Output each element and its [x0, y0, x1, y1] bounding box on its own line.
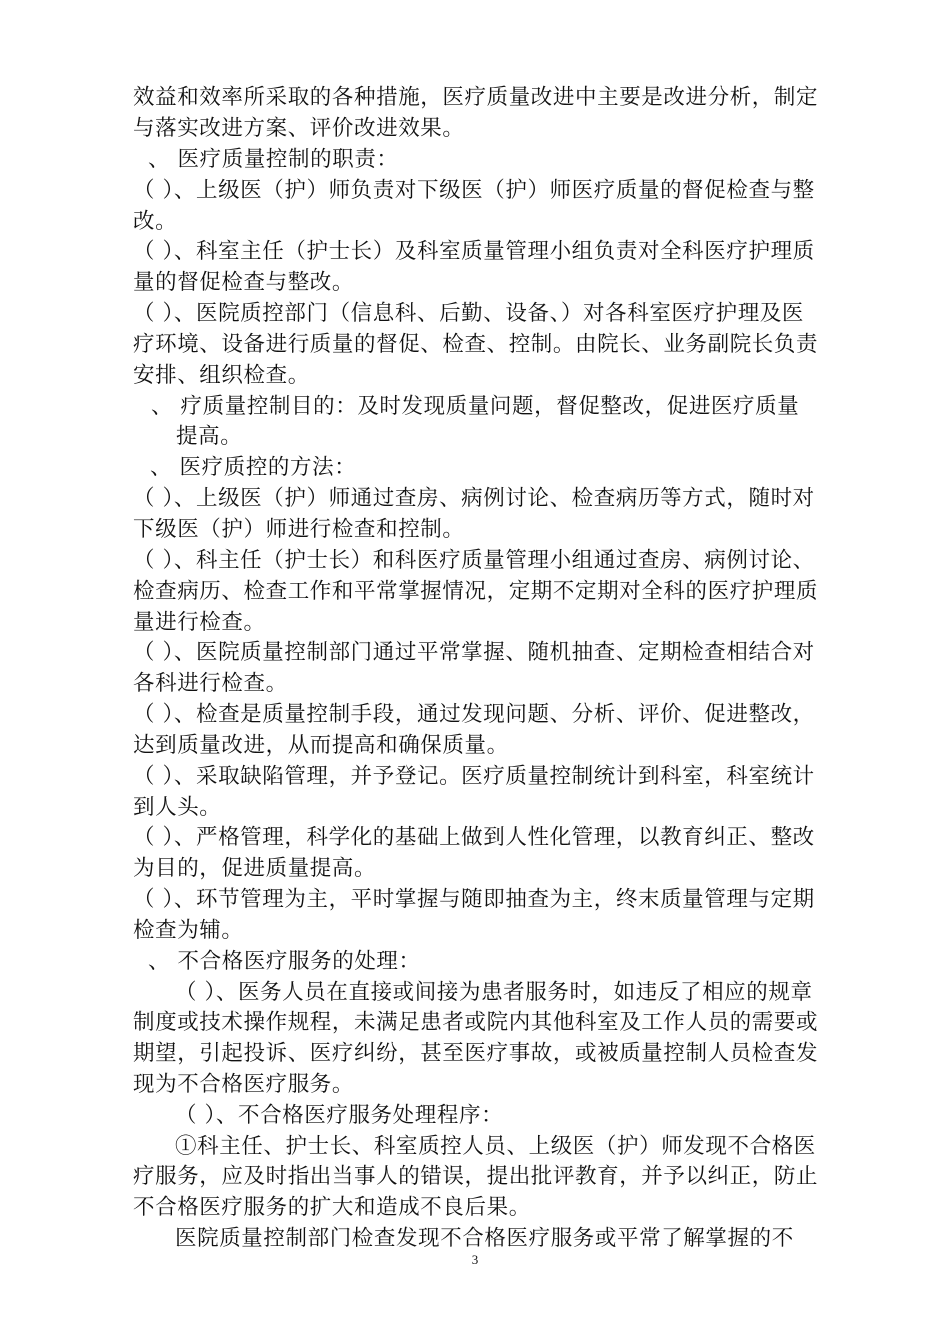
text-line: （ ）、不合格医疗服务处理程序： [175, 1103, 504, 1128]
text-line: 期望，引起投诉、医疗纠纷，甚至医疗事故，或被质量控制人员检查发 [133, 1041, 819, 1066]
text-line: 检查病历、检查工作和平常掌握情况，定期不定期对全科的医疗护理质 [133, 579, 819, 604]
text-line: 医院质量控制部门检查发现不合格医疗服务或平常了解掌握的不 [175, 1226, 794, 1251]
text-line: 疗服务，应及时指出当事人的错误，提出批评教育，并予以纠正，防止 [133, 1164, 819, 1189]
text-line: 疗环境、设备进行质量的督促、检查、控制。由院长、业务副院长负责 [133, 332, 819, 357]
text-line: （ ）、检查是质量控制手段，通过发现问题、分析、评价、促进整改， [133, 702, 815, 727]
text-line: 到人头。 [133, 795, 222, 820]
text-line: 与落实改进方案、评价改进效果。 [133, 116, 465, 141]
text-line: 量的督促检查与整改。 [133, 270, 355, 295]
text-line: 下级医（护）师进行检查和控制。 [133, 517, 465, 542]
text-line: （ ）、上级医（护）师负责对下级医（护）师医疗质量的督促检查与整 [133, 178, 815, 203]
text-line: （ ）、医务人员在直接或间接为患者服务时，如违反了相应的规章 [175, 980, 813, 1005]
text-line: （ ）、上级医（护）师通过查房、病例讨论、检查病历等方式，随时对 [133, 486, 815, 511]
text-line: 为目的，促进质量提高。 [133, 856, 377, 881]
text-line: 检查为辅。 [133, 918, 244, 943]
text-line: （ ）、严格管理，科学化的基础上做到人性化管理，以教育纠正、整改 [133, 825, 815, 850]
text-line: 达到质量改进，从而提高和确保质量。 [133, 733, 509, 758]
text-line: 安排、组织检查。 [133, 363, 310, 388]
text-line: 改。 [133, 209, 178, 234]
text-line: 不合格医疗服务的扩大和造成不良后果。 [133, 1195, 531, 1220]
page-number: 3 [471, 1252, 479, 1267]
text-line: 各科进行检查。 [133, 671, 288, 696]
section-heading: 、 医疗质控的方法： [150, 455, 357, 480]
text-line: 现为不合格医疗服务。 [133, 1072, 355, 1097]
text-line: （ ）、科室主任（护士长）及科室质量管理小组负责对全科医疗护理质 [133, 239, 815, 264]
text-line: （ ）、采取缺陷管理，并予登记。医疗质量控制统计到科室，科室统计 [133, 764, 815, 789]
text-line: 提高。 [176, 424, 243, 449]
section-heading: 、 疗质量控制目的：及时发现质量问题，督促整改，促进医疗质量 [151, 394, 800, 419]
text-line: （ ）、科主任（护士长）和科医疗质量管理小组通过查房、病例讨论、 [133, 548, 815, 573]
text-line: ①科主任、护士长、科室质控人员、上级医（护）师发现不合格医 [175, 1134, 816, 1159]
section-heading: 、 医疗质量控制的职责： [148, 147, 399, 172]
text-line: （ ）、医院质量控制部门通过平常掌握、随机抽查、定期检查相结合对 [133, 640, 815, 665]
text-line: （ ）、环节管理为主，平时掌握与随即抽查为主，终末质量管理与定期 [133, 887, 815, 912]
text-line: 量进行检查。 [133, 610, 266, 635]
section-heading: 、 不合格医疗服务的处理： [148, 949, 421, 974]
text-line: 效益和效率所采取的各种措施，医疗质量改进中主要是改进分析，制定 [133, 85, 819, 110]
text-line: 制度或技术操作规程，未满足患者或院内其他科室及工作人员的需要或 [133, 1010, 819, 1035]
text-line: （ ）、医院质控部门（信息科、后勤、设备、）对各科室医疗护理及医 [133, 301, 805, 326]
